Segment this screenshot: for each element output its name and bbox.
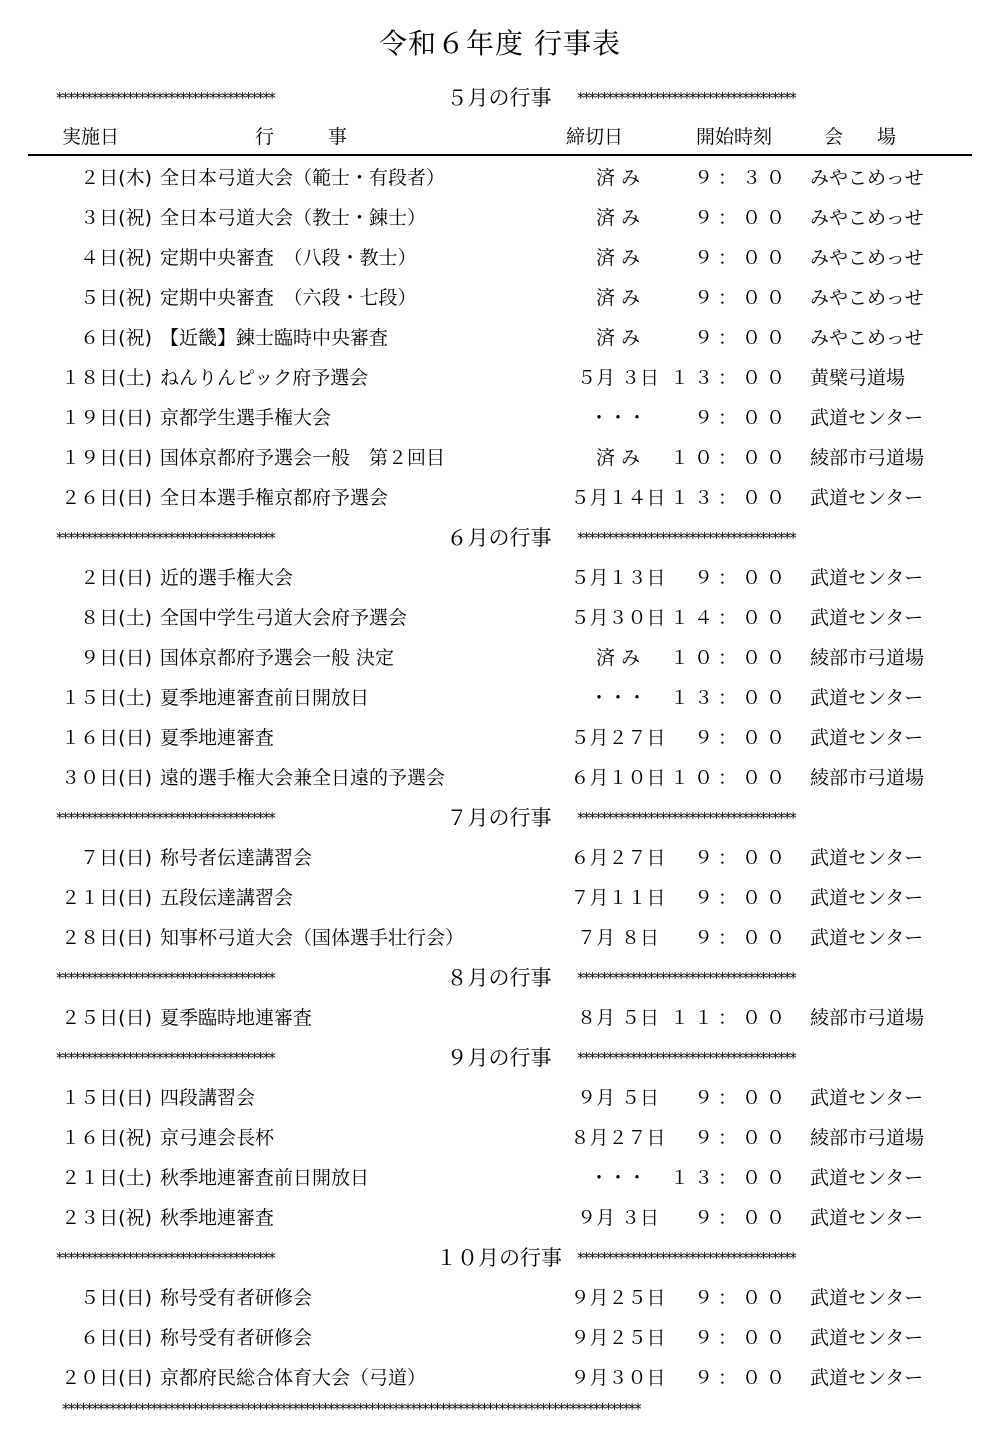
event-deadline: ９月 ３日 <box>576 1207 660 1229</box>
event-name: 定期中央審査 （八段・教士） <box>160 247 417 269</box>
event-deadline: ５月 ３日 <box>576 367 660 389</box>
event-date: ２０日(日) <box>61 1367 152 1389</box>
event-name: 全日本弓道大会（教士・錬士） <box>160 207 427 229</box>
event-start-time: ９：００ <box>693 927 790 949</box>
event-deadline: ５月３０日 <box>570 607 666 629</box>
event-date: １５日(土) <box>61 687 152 709</box>
month-label: ９月の行事 <box>446 1046 552 1070</box>
separator-stars-right: ************************************* <box>577 89 796 107</box>
event-deadline: ９月２５日 <box>570 1287 666 1309</box>
event-name: 京都府民総合体育大会（弓道） <box>160 1367 427 1389</box>
event-deadline: ６月１０日 <box>570 767 666 789</box>
table-row <box>0 1318 1000 1358</box>
event-name: ねんりんピック府予選会 <box>160 367 369 389</box>
event-start-time: ９：００ <box>693 847 790 869</box>
month-separator <box>0 1238 1000 1278</box>
event-venue: 綾部市弓道場 <box>810 767 925 789</box>
separator-stars-left: ************************************* <box>56 1049 275 1067</box>
event-name: 称号者伝達講習会 <box>160 847 313 869</box>
event-deadline: ・・・ <box>589 687 647 709</box>
table-row <box>0 278 1000 318</box>
separator-stars-left: ************************************* <box>56 969 275 987</box>
separator-stars-right: ************************************* <box>577 529 796 547</box>
event-name: 五段伝達講習会 <box>160 887 294 909</box>
month-separator <box>0 518 1000 558</box>
event-name: 国体京都府予選会一般 第２回目 <box>160 447 446 469</box>
event-name: 全国中学生弓道大会府予選会 <box>160 607 408 629</box>
event-date: ６日(日) <box>80 1327 152 1349</box>
event-date: ９日(日) <box>80 647 152 669</box>
header-deadline: 締切日 <box>566 126 624 148</box>
event-name: 夏季地連審査 <box>160 727 275 749</box>
event-venue: 武道センター <box>810 687 924 709</box>
event-start-time: ９：００ <box>693 207 790 229</box>
event-name: 【近畿】錬士臨時中央審査 <box>160 327 389 349</box>
event-start-time: １０：００ <box>669 447 790 469</box>
event-deadline: ９月３０日 <box>570 1367 666 1389</box>
event-date: １６日(日) <box>61 727 152 749</box>
page-title: 令和６年度 行事表 <box>379 27 621 60</box>
event-date: ２８日(日) <box>61 927 152 949</box>
event-name: 称号受有者研修会 <box>160 1287 313 1309</box>
event-name: 国体京都府予選会一般 決定 <box>160 647 395 669</box>
event-date: ２日(木) <box>80 167 152 189</box>
table-row <box>0 918 1000 958</box>
event-venue: 武道センター <box>810 927 924 949</box>
event-name: 四段講習会 <box>160 1087 256 1109</box>
event-venue: 武道センター <box>810 1327 924 1349</box>
event-deadline: 済 み <box>595 327 641 349</box>
event-venue: 武道センター <box>810 727 924 749</box>
event-date: １６日(祝) <box>61 1127 152 1149</box>
event-deadline: 済 み <box>595 647 641 669</box>
table-row <box>0 438 1000 478</box>
header-venue: 会 場 <box>824 126 897 148</box>
event-deadline: 済 み <box>595 447 641 469</box>
event-start-time: ９：００ <box>693 567 790 589</box>
table-row <box>0 838 1000 878</box>
event-deadline: 済 み <box>595 287 641 309</box>
event-start-time: ９：００ <box>693 1207 790 1229</box>
event-date: ２１日(土) <box>61 1167 152 1189</box>
event-date: ２６日(日) <box>61 487 152 509</box>
table-row <box>0 558 1000 598</box>
event-start-time: ９：００ <box>693 1127 790 1149</box>
event-deadline: ７月 ８日 <box>576 927 660 949</box>
table-row <box>0 598 1000 638</box>
separator-stars-right: ************************************* <box>577 969 796 987</box>
event-date: １９日(日) <box>61 447 152 469</box>
event-date: ２日(日) <box>80 567 152 589</box>
table-row <box>0 998 1000 1038</box>
separator-stars-left: ************************************* <box>56 89 275 107</box>
table-row <box>0 878 1000 918</box>
event-date: ５日(日) <box>80 1287 152 1309</box>
event-start-time: １３：００ <box>669 487 790 509</box>
header-date: 実施日 <box>62 126 120 148</box>
event-deadline: ・・・ <box>589 1167 647 1189</box>
table-row <box>0 718 1000 758</box>
event-start-time: １１：００ <box>669 1007 790 1029</box>
event-deadline: ６月２７日 <box>570 847 666 869</box>
event-venue: 綾部市弓道場 <box>810 447 925 469</box>
month-separator <box>0 798 1000 838</box>
event-name: 全日本弓道大会（範士・有段者） <box>160 167 446 189</box>
month-label: ６月の行事 <box>446 526 552 550</box>
event-date: ７日(日) <box>80 847 152 869</box>
event-deadline: ５月１３日 <box>570 567 666 589</box>
separator-stars-right: ************************************* <box>577 1049 796 1067</box>
event-name: 京都学生選手権大会 <box>160 407 332 429</box>
event-venue: みやこめっせ <box>810 327 924 349</box>
event-deadline: ７月１１日 <box>570 887 666 909</box>
event-start-time: ９：００ <box>693 887 790 909</box>
footer-stars: ************************************************************************************************** <box>62 1400 641 1418</box>
event-name: 夏季地連審査前日開放日 <box>160 687 370 709</box>
event-venue: 武道センター <box>810 567 924 589</box>
event-name: 夏季臨時地連審査 <box>160 1007 313 1029</box>
event-start-time: ９：００ <box>693 327 790 349</box>
table-row <box>0 1198 1000 1238</box>
header-event: 行 事 <box>255 126 348 148</box>
event-date: １９日(日) <box>61 407 152 429</box>
event-start-time: １０：００ <box>669 767 790 789</box>
table-row <box>0 238 1000 278</box>
event-venue: 武道センター <box>810 1207 924 1229</box>
event-start-time: ９：００ <box>693 1327 790 1349</box>
separator-stars-left: ************************************* <box>56 1249 275 1267</box>
table-row <box>0 158 1000 198</box>
header-start-time: 開始時刻 <box>696 126 773 148</box>
event-date: ５日(祝) <box>80 287 152 309</box>
month-label: ７月の行事 <box>446 806 552 830</box>
table-row <box>0 1078 1000 1118</box>
event-venue: 黄檗弓道場 <box>810 367 906 389</box>
table-row <box>0 478 1000 518</box>
event-start-time: １３：００ <box>669 1167 790 1189</box>
event-name: 秋季地連審査前日開放日 <box>160 1167 370 1189</box>
header-rule <box>28 154 972 156</box>
separator-stars-right: ************************************* <box>577 809 796 827</box>
schedule-table <box>0 158 1000 1398</box>
event-deadline: 済 み <box>595 167 641 189</box>
table-row <box>0 1278 1000 1318</box>
event-venue: 武道センター <box>810 407 924 429</box>
event-start-time: １３：００ <box>669 367 790 389</box>
separator-stars-right: ************************************* <box>577 1249 796 1267</box>
event-date: ２１日(日) <box>61 887 152 909</box>
event-start-time: １３：００ <box>669 687 790 709</box>
table-row <box>0 398 1000 438</box>
event-date: ８日(土) <box>80 607 152 629</box>
event-date: ４日(祝) <box>80 247 152 269</box>
event-start-time: ９：００ <box>693 727 790 749</box>
event-venue: 綾部市弓道場 <box>810 1007 925 1029</box>
month-separator <box>0 1038 1000 1078</box>
event-deadline: ９月 ５日 <box>576 1087 660 1109</box>
event-venue: 武道センター <box>810 1287 924 1309</box>
event-date: ２５日(日) <box>61 1007 152 1029</box>
event-name: 秋季地連審査 <box>160 1207 275 1229</box>
event-name: 近的選手権大会 <box>160 567 294 589</box>
table-row <box>0 1118 1000 1158</box>
event-venue: 綾部市弓道場 <box>810 1127 925 1149</box>
event-date: ３日(祝) <box>80 207 152 229</box>
event-deadline: 済 み <box>595 207 641 229</box>
event-start-time: ９：００ <box>693 1087 790 1109</box>
event-start-time: １０：００ <box>669 647 790 669</box>
event-venue: みやこめっせ <box>810 287 924 309</box>
separator-stars-left: ************************************* <box>56 809 275 827</box>
event-deadline: ９月２５日 <box>570 1327 666 1349</box>
event-venue: みやこめっせ <box>810 247 924 269</box>
event-date: ２３日(祝) <box>61 1207 152 1229</box>
event-date: ６日(祝) <box>80 327 152 349</box>
event-deadline: 済 み <box>595 247 641 269</box>
event-date: １８日(土) <box>61 367 152 389</box>
event-venue: 武道センター <box>810 1367 924 1389</box>
table-row <box>0 358 1000 398</box>
event-name: 称号受有者研修会 <box>160 1327 313 1349</box>
event-start-time: ９：００ <box>693 1367 790 1389</box>
event-name: 定期中央審査 （六段・七段） <box>160 287 417 309</box>
event-deadline: ８月 ５日 <box>576 1007 660 1029</box>
event-name: 遠的選手権大会兼全日遠的予選会 <box>160 767 446 789</box>
event-venue: 武道センター <box>810 1167 924 1189</box>
table-row <box>0 638 1000 678</box>
event-venue: みやこめっせ <box>810 207 924 229</box>
table-row <box>0 678 1000 718</box>
event-name: 知事杯弓道大会（国体選手壮行会） <box>160 927 465 949</box>
month-label: ８月の行事 <box>446 966 552 990</box>
event-deadline: ・・・ <box>589 407 647 429</box>
event-date: ３０日(日) <box>61 767 152 789</box>
event-venue: 武道センター <box>810 887 924 909</box>
event-deadline: ５月２７日 <box>570 727 666 749</box>
month-separator <box>0 958 1000 998</box>
separator-stars-left: ************************************* <box>56 529 275 547</box>
table-row <box>0 318 1000 358</box>
event-start-time: ９：００ <box>693 247 790 269</box>
event-deadline: ８月２７日 <box>570 1127 666 1149</box>
event-venue: 武道センター <box>810 487 924 509</box>
event-start-time: ９：００ <box>693 407 790 429</box>
event-name: 京弓連会長杯 <box>160 1127 275 1149</box>
table-row <box>0 758 1000 798</box>
month-separator-may <box>0 78 1000 118</box>
event-start-time: ９：００ <box>693 287 790 309</box>
event-venue: 綾部市弓道場 <box>810 647 925 669</box>
month-label: １０月の行事 <box>436 1246 562 1270</box>
event-venue: 武道センター <box>810 607 924 629</box>
event-start-time: ９：３０ <box>693 167 790 189</box>
event-venue: 武道センター <box>810 1087 924 1109</box>
event-venue: みやこめっせ <box>810 167 924 189</box>
month-label: ５月の行事 <box>446 86 552 110</box>
event-venue: 武道センター <box>810 847 924 869</box>
event-date: １５日(日) <box>61 1087 152 1109</box>
table-row <box>0 1358 1000 1398</box>
event-name: 全日本選手権京都府予選会 <box>160 487 389 509</box>
event-deadline: ５月１４日 <box>570 487 666 509</box>
table-row <box>0 1158 1000 1198</box>
event-start-time: ９：００ <box>693 1287 790 1309</box>
event-start-time: １４：００ <box>669 607 790 629</box>
table-row <box>0 198 1000 238</box>
